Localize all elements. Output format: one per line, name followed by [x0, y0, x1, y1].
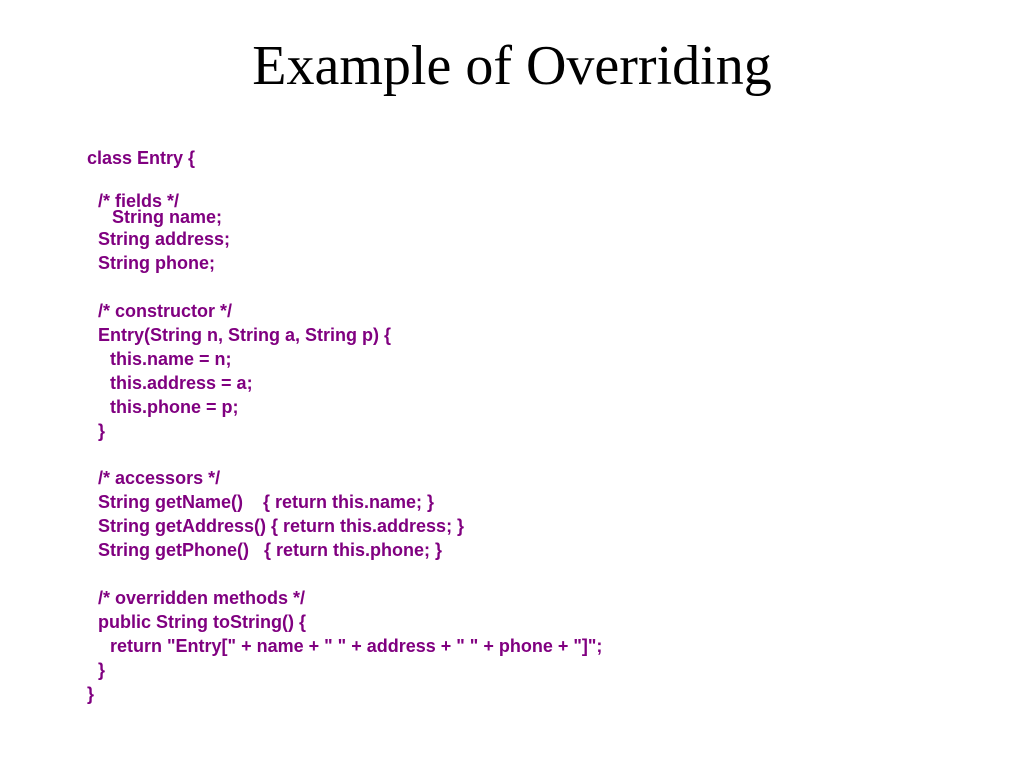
code-line: } [98, 660, 106, 680]
code-line: /* constructor */ [98, 301, 233, 321]
code-line: this.name = n; [110, 349, 232, 369]
code-line: } [87, 684, 95, 704]
code-line: String name; [112, 207, 223, 227]
code-line: String getPhone() { return this.phone; } [98, 540, 442, 560]
code-line: Entry(String n, String a, String p) { [98, 325, 392, 345]
code-line: return "Entry[" + name + " " + address + " " + phone + "]"; [110, 636, 603, 656]
code-line: /* fields */ [98, 191, 180, 211]
code-line: public String toString() { [98, 612, 306, 632]
code-line: String getName() { return this.name; } [98, 492, 435, 512]
code-line: class Entry { [87, 148, 196, 168]
code-line: /* accessors */ [98, 468, 221, 488]
code-line: String phone; [98, 253, 215, 273]
code-line: String getAddress() { return this.address; } [98, 516, 465, 536]
slide-title: Example of Overriding [252, 35, 772, 97]
code-line: /* overridden methods */ [98, 588, 306, 608]
code-line: String address; [98, 229, 231, 249]
code-line: } [98, 421, 106, 441]
code-line: this.address = a; [110, 373, 253, 393]
code-line: this.phone = p; [110, 397, 239, 417]
